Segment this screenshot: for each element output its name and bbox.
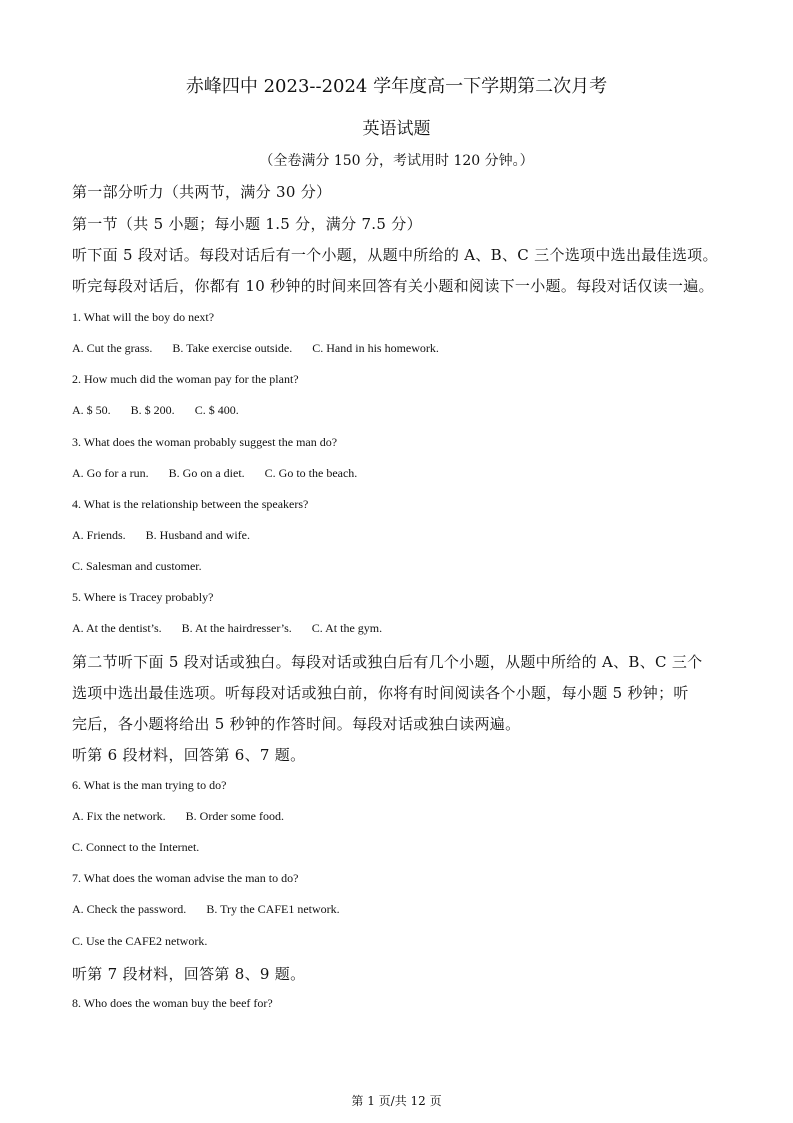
option-b: B. Go on a diet. <box>168 466 245 480</box>
material-6-heading: 听第 6 段材料，回答第 6、7 题。 <box>72 746 306 764</box>
section2-instructions-3: 完后，各小题将给出 5 秒钟的作答时间。每段对话或独白读两遍。 <box>72 715 521 733</box>
material-7-heading: 听第 7 段材料，回答第 8、9 题。 <box>72 965 306 983</box>
section1-instructions-1: 听下面 5 段对话。每段对话后有一个小题，从题中所给的 A、B、C 三个选项中选出最佳选项。 <box>72 246 718 264</box>
section2-instructions-2: 选项中选出最佳选项。听每段对话或独白前，你将有时间阅读各个小题，每小题 5 秒钟；听 <box>72 684 689 702</box>
question-2-options <box>72 403 259 418</box>
section2-instructions-1: 第二节听下面 5 段对话或独白。每段对话或独白后有几个小题，从题中所给的 A、B、C 三个 <box>72 653 703 671</box>
question-6-option-c: C. Connect to the Internet. <box>72 840 200 854</box>
option-a: A. $ 50. <box>72 403 111 417</box>
exam-title: 赤峰四中 2023--2024 学年度高一下学期第二次月考 <box>185 76 608 97</box>
option-b: B. Husband and wife. <box>145 528 250 542</box>
option-b: B. Take exercise outside. <box>172 341 293 355</box>
section1-heading: 第一节（共 5 小题；每小题 1.5 分，满分 7.5 分） <box>72 215 422 233</box>
option-b: B. At the hairdresser’s. <box>181 621 292 635</box>
question-4-stem: 4. What is the relationship between the speakers? <box>72 497 309 511</box>
option-c: C. $ 400. <box>194 403 239 417</box>
option-c: C. Hand in his homework. <box>312 341 439 355</box>
section1-instructions-2: 听完每段对话后，你都有 10 秒钟的时间来回答有关小题和阅读下一小题。每段对话仅读一遍。 <box>72 277 714 295</box>
question-8-stem: 8. Who does the woman buy the beef for? <box>72 996 273 1010</box>
question-5-options <box>72 621 402 636</box>
option-a: A. Friends. <box>72 528 126 542</box>
question-7-option-c: C. Use the CAFE2 network. <box>72 934 208 948</box>
question-7-stem: 7. What does the woman advise the man to do? <box>72 871 299 885</box>
option-a: A. Go for a run. <box>72 466 149 480</box>
question-6-options <box>72 809 304 824</box>
question-3-options <box>72 466 377 481</box>
question-1-stem: 1. What will the boy do next? <box>72 310 215 324</box>
question-3-stem: 3. What does the woman probably suggest the man do? <box>72 435 338 449</box>
question-7-options <box>72 902 360 917</box>
exam-subject: 英语试题 <box>362 119 431 139</box>
option-b: B. Order some food. <box>185 809 284 823</box>
question-1-options <box>72 341 459 356</box>
option-a: A. Fix the network. <box>72 809 166 823</box>
exam-note: （全卷满分 150 分，考试用时 120 分钟。） <box>259 153 534 169</box>
option-a: A. Cut the grass. <box>72 341 153 355</box>
page-footer: 第 1 页/共 12 页 <box>351 1094 442 1108</box>
question-2-stem: 2. How much did the woman pay for the plant? <box>72 372 299 386</box>
question-5-stem: 5. Where is Tracey probably? <box>72 590 214 604</box>
option-b: B. Try the CAFE1 network. <box>206 902 340 916</box>
option-a: A. Check the password. <box>72 902 187 916</box>
question-6-stem: 6. What is the man trying to do? <box>72 778 227 792</box>
option-c: C. Go to the beach. <box>264 466 358 480</box>
question-4-options <box>72 528 270 543</box>
question-4-option-c: C. Salesman and customer. <box>72 559 202 573</box>
part1-heading: 第一部分听力（共两节，满分 30 分） <box>72 183 332 201</box>
option-b: B. $ 200. <box>130 403 175 417</box>
option-c: C. At the gym. <box>311 621 383 635</box>
option-a: A. At the dentist’s. <box>72 621 162 635</box>
